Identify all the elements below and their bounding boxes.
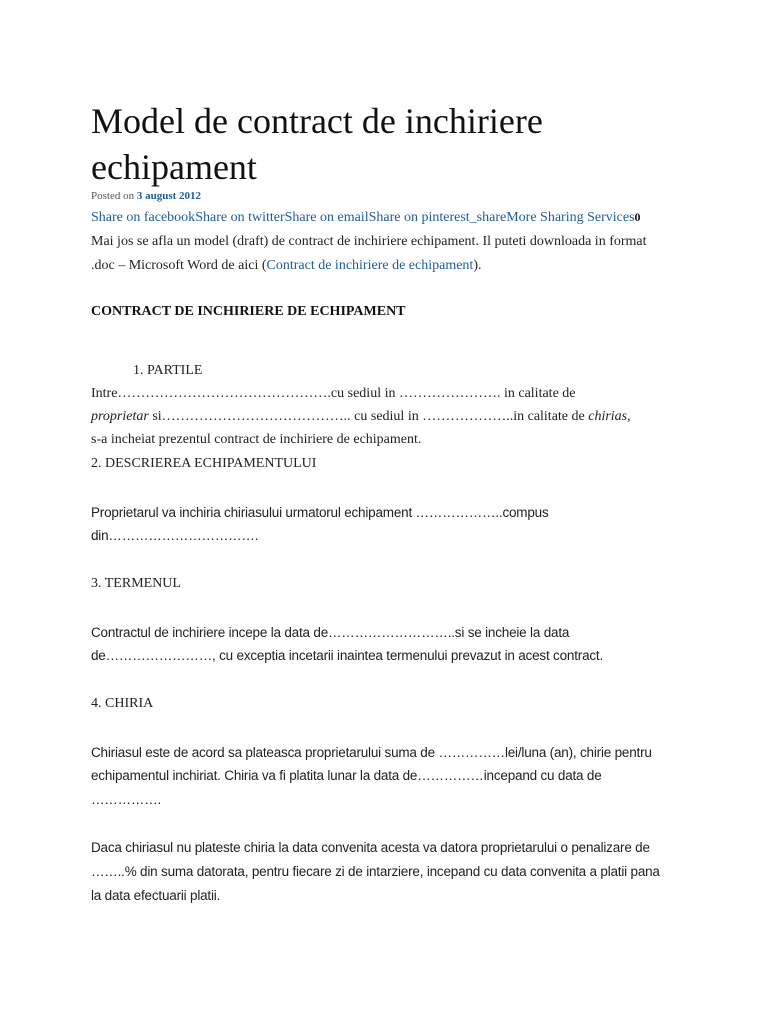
partile-line-2-end: , [627, 409, 631, 424]
intro-line-2-prefix: .doc – Microsoft Word de aici ( [91, 258, 267, 273]
termenul-line-2: de……………………, cu exceptia incetarii inaintea termenului prevazut in acest contract. [91, 648, 604, 663]
intro-line-2 [91, 257, 481, 275]
posted-prefix: Posted on [91, 190, 137, 202]
intro-line-2-suffix: ). [473, 258, 482, 273]
chiria-line-3: ……………. [91, 792, 162, 807]
penalizare-line-1: Daca chiriasul nu plateste chiria la data convenita acesta va datora proprietarului o penalizare de [91, 840, 650, 855]
partile-line-2-middle: si………………………………….. cu sediul in ………………..in calitate de [148, 409, 589, 424]
descriere-line-1: Proprietarul va inchiria chiriasului urmatorul echipament ………………..compus [91, 505, 549, 520]
posted-on [91, 190, 201, 202]
share-twitter-link[interactable]: Share on twitter [195, 210, 285, 225]
share-facebook-link[interactable]: Share on facebook [91, 210, 196, 225]
chirias-term: chirias [588, 409, 628, 424]
termenul-line-1: Contractul de inchiriere incepe la data de………………………..si se incheie la data [91, 625, 570, 640]
chiria-line-2: echipamentul inchiriat. Chiria va fi platita lunar la data de……………incepand cu data de [91, 768, 602, 783]
descriere-line-2: din……………………………. [91, 528, 259, 543]
section-termenul-heading: 3. TERMENUL [91, 576, 181, 591]
section-partile-heading: 1. PARTILE [133, 363, 203, 378]
more-sharing-services-link[interactable]: More Sharing Services [506, 210, 635, 225]
contract-heading: CONTRACT DE INCHIRIERE DE ECHIPAMENT [91, 304, 406, 319]
partile-line-1: Intre……………………………………….cu sediul in …………………. in calitate de [91, 386, 576, 401]
partile-line-2 [91, 408, 631, 426]
penalizare-line-3: la data efectuarii platii. [91, 888, 221, 903]
page-title-line-2: echipament [91, 147, 257, 187]
section-descriere-heading: 2. DESCRIEREA ECHIPAMENTULUI [91, 456, 317, 471]
intro-line-1: Mai jos se afla un model (draft) de contract de inchiriere echipament. Il puteti downloada in format [91, 234, 647, 249]
page-title-line-1: Model de contract de inchiriere [91, 101, 543, 141]
share-pinterest-link[interactable]: Share on pinterest_share [368, 210, 507, 225]
share-email-link[interactable]: Share on email [284, 210, 369, 225]
posted-date-link[interactable]: 3 august 2012 [136, 190, 202, 202]
share-count: 0 [634, 210, 641, 224]
section-chiria-heading: 4. CHIRIA [91, 696, 154, 711]
share-bar [91, 210, 641, 226]
chiria-line-1: Chiriasul este de acord sa plateasca proprietarului suma de ……………lei/luna (an), chirie pentru [91, 745, 652, 760]
contract-download-link[interactable]: Contract de inchiriere de echipament [266, 258, 474, 273]
penalizare-line-2: ……..% din suma datorata, pentru fiecare zi de intarziere, incepand cu data convenita a platii pana [91, 864, 660, 879]
proprietar-term: proprietar [91, 409, 149, 424]
partile-line-3: s-a incheiat prezentul contract de inchiriere de echipament. [91, 432, 422, 447]
